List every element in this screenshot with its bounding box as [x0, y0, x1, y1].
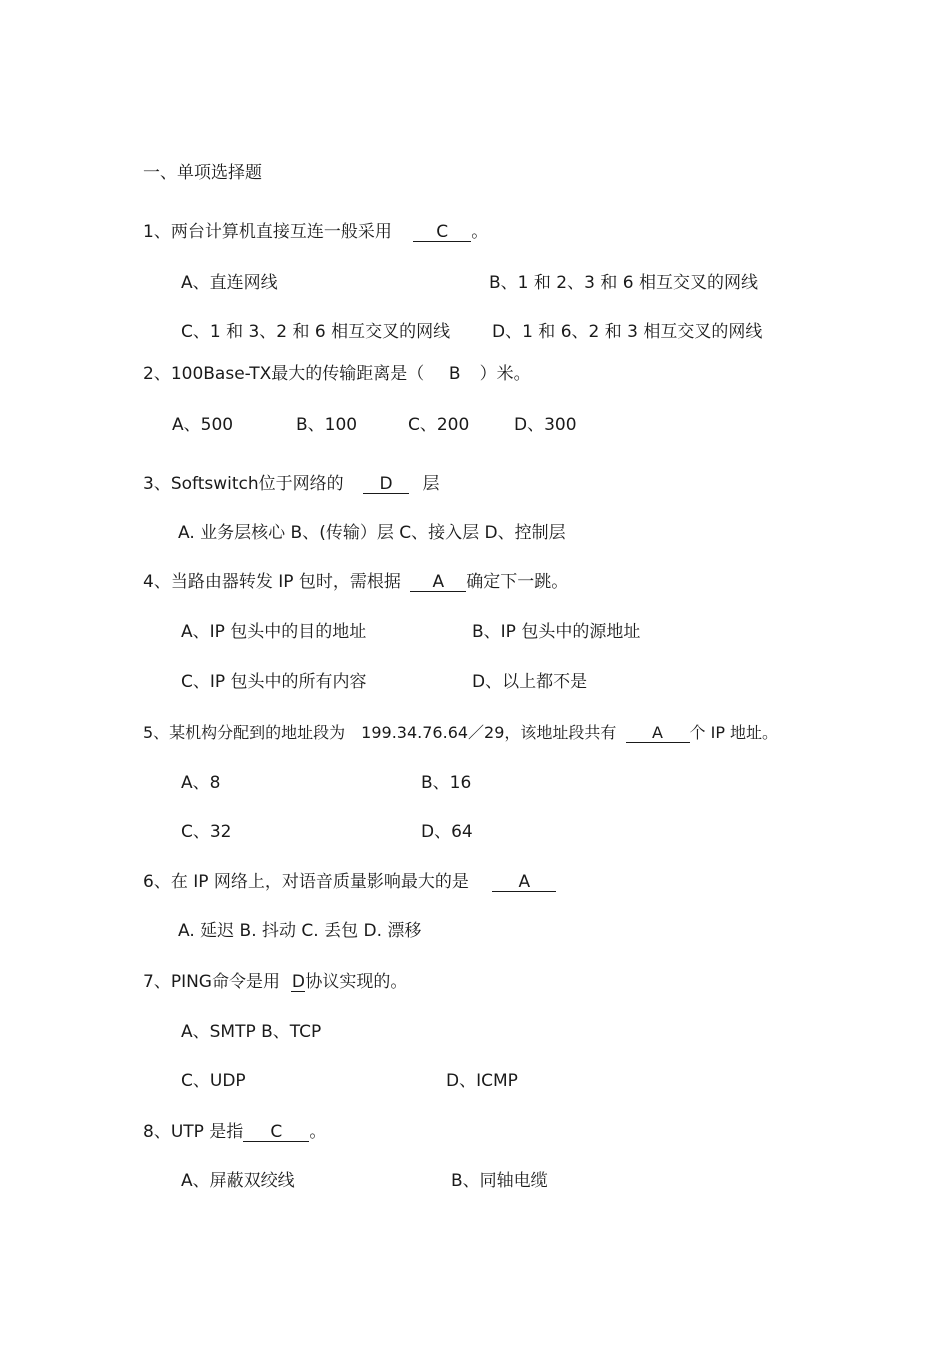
question-7-option-d: D、ICMP: [446, 1071, 518, 1091]
question-5-stem-end: 个 IP 地址。: [689, 723, 779, 742]
question-8-option-b: B、同轴电缆: [451, 1171, 548, 1191]
question-4: [143, 571, 568, 593]
question-4-option-d: D、以上都不是: [472, 672, 588, 692]
question-2: [143, 363, 531, 385]
question-6-stem: 6、在 IP 网络上，对语音质量影响最大的是: [143, 872, 469, 892]
question-6: [143, 871, 556, 893]
question-7-option-c: C、UDP: [181, 1071, 246, 1091]
question-2-option-d: D、300: [514, 415, 577, 435]
question-4-stem-end: 确定下一跳。: [466, 572, 569, 592]
question-1-answer: C: [413, 223, 471, 242]
question-8: [143, 1121, 326, 1143]
question-5-stem: 5、某机构分配到的地址段为 199.34.76.64／29，该地址段共有: [143, 723, 617, 742]
question-3-stem-end: 层: [422, 474, 440, 494]
question-6-answer: A: [492, 873, 556, 892]
question-5-option-b: B、16: [421, 773, 472, 793]
question-5-option-d: D、64: [421, 822, 473, 842]
question-5: [143, 722, 778, 744]
question-1-option-a: A、直连网线: [181, 273, 278, 293]
question-8-stem: 8、UTP 是指: [143, 1122, 244, 1142]
question-7-answer: D: [291, 972, 305, 992]
question-1-option-b: B、1 和 2、3 和 6 相互交叉的网线: [489, 273, 758, 293]
question-5-answer: A: [626, 724, 690, 743]
question-7-stem: 7、PING命令是用: [143, 972, 280, 992]
question-1: [143, 221, 488, 243]
question-2-answer: B: [448, 364, 461, 384]
question-7-stem-end: 协议实现的。: [305, 972, 408, 992]
question-7: [143, 971, 407, 993]
question-1-stem: 1、两台计算机直接互连一般采用: [143, 222, 392, 242]
question-6-options: A. 延迟 B. 抖动 C. 丢包 D. 漂移: [178, 921, 422, 941]
question-4-option-a: A、IP 包头中的目的地址: [181, 622, 367, 642]
question-4-option-c: C、IP 包头中的所有内容: [181, 672, 367, 692]
question-1-option-c: C、1 和 3、2 和 6 相互交叉的网线: [181, 322, 451, 342]
question-3-answer: D: [363, 475, 409, 494]
question-1-option-d: D、1 和 6、2 和 3 相互交叉的网线: [492, 322, 763, 342]
question-2-stem: 2、100Base-TX最大的传输距离是（: [143, 364, 425, 384]
question-8-answer: C: [243, 1123, 309, 1142]
question-5-option-a: A、8: [181, 773, 221, 793]
question-3-stem: 3、Softswitch位于网络的: [143, 474, 344, 494]
question-1-stem-end: 。: [471, 222, 489, 242]
question-4-stem: 4、当路由器转发 IP 包时，需根据: [143, 572, 401, 592]
question-2-option-a: A、500: [172, 415, 234, 435]
question-3-options: A. 业务层核心 B、(传输）层 C、接入层 D、控制层: [178, 523, 566, 543]
question-8-stem-end: 。: [309, 1122, 327, 1142]
question-8-option-a: A、屏蔽双绞线: [181, 1171, 295, 1191]
question-2-option-b: B、100: [296, 415, 358, 435]
question-3: [143, 473, 439, 495]
question-2-option-c: C、200: [408, 415, 470, 435]
question-4-option-b: B、IP 包头中的源地址: [472, 622, 641, 642]
section-title: 一、单项选择题: [143, 163, 262, 183]
question-2-stem-end: ）米。: [479, 364, 531, 384]
question-5-option-c: C、32: [181, 822, 232, 842]
question-7-option-ab: A、SMTP B、TCP: [181, 1022, 322, 1042]
question-4-answer: A: [410, 573, 466, 592]
